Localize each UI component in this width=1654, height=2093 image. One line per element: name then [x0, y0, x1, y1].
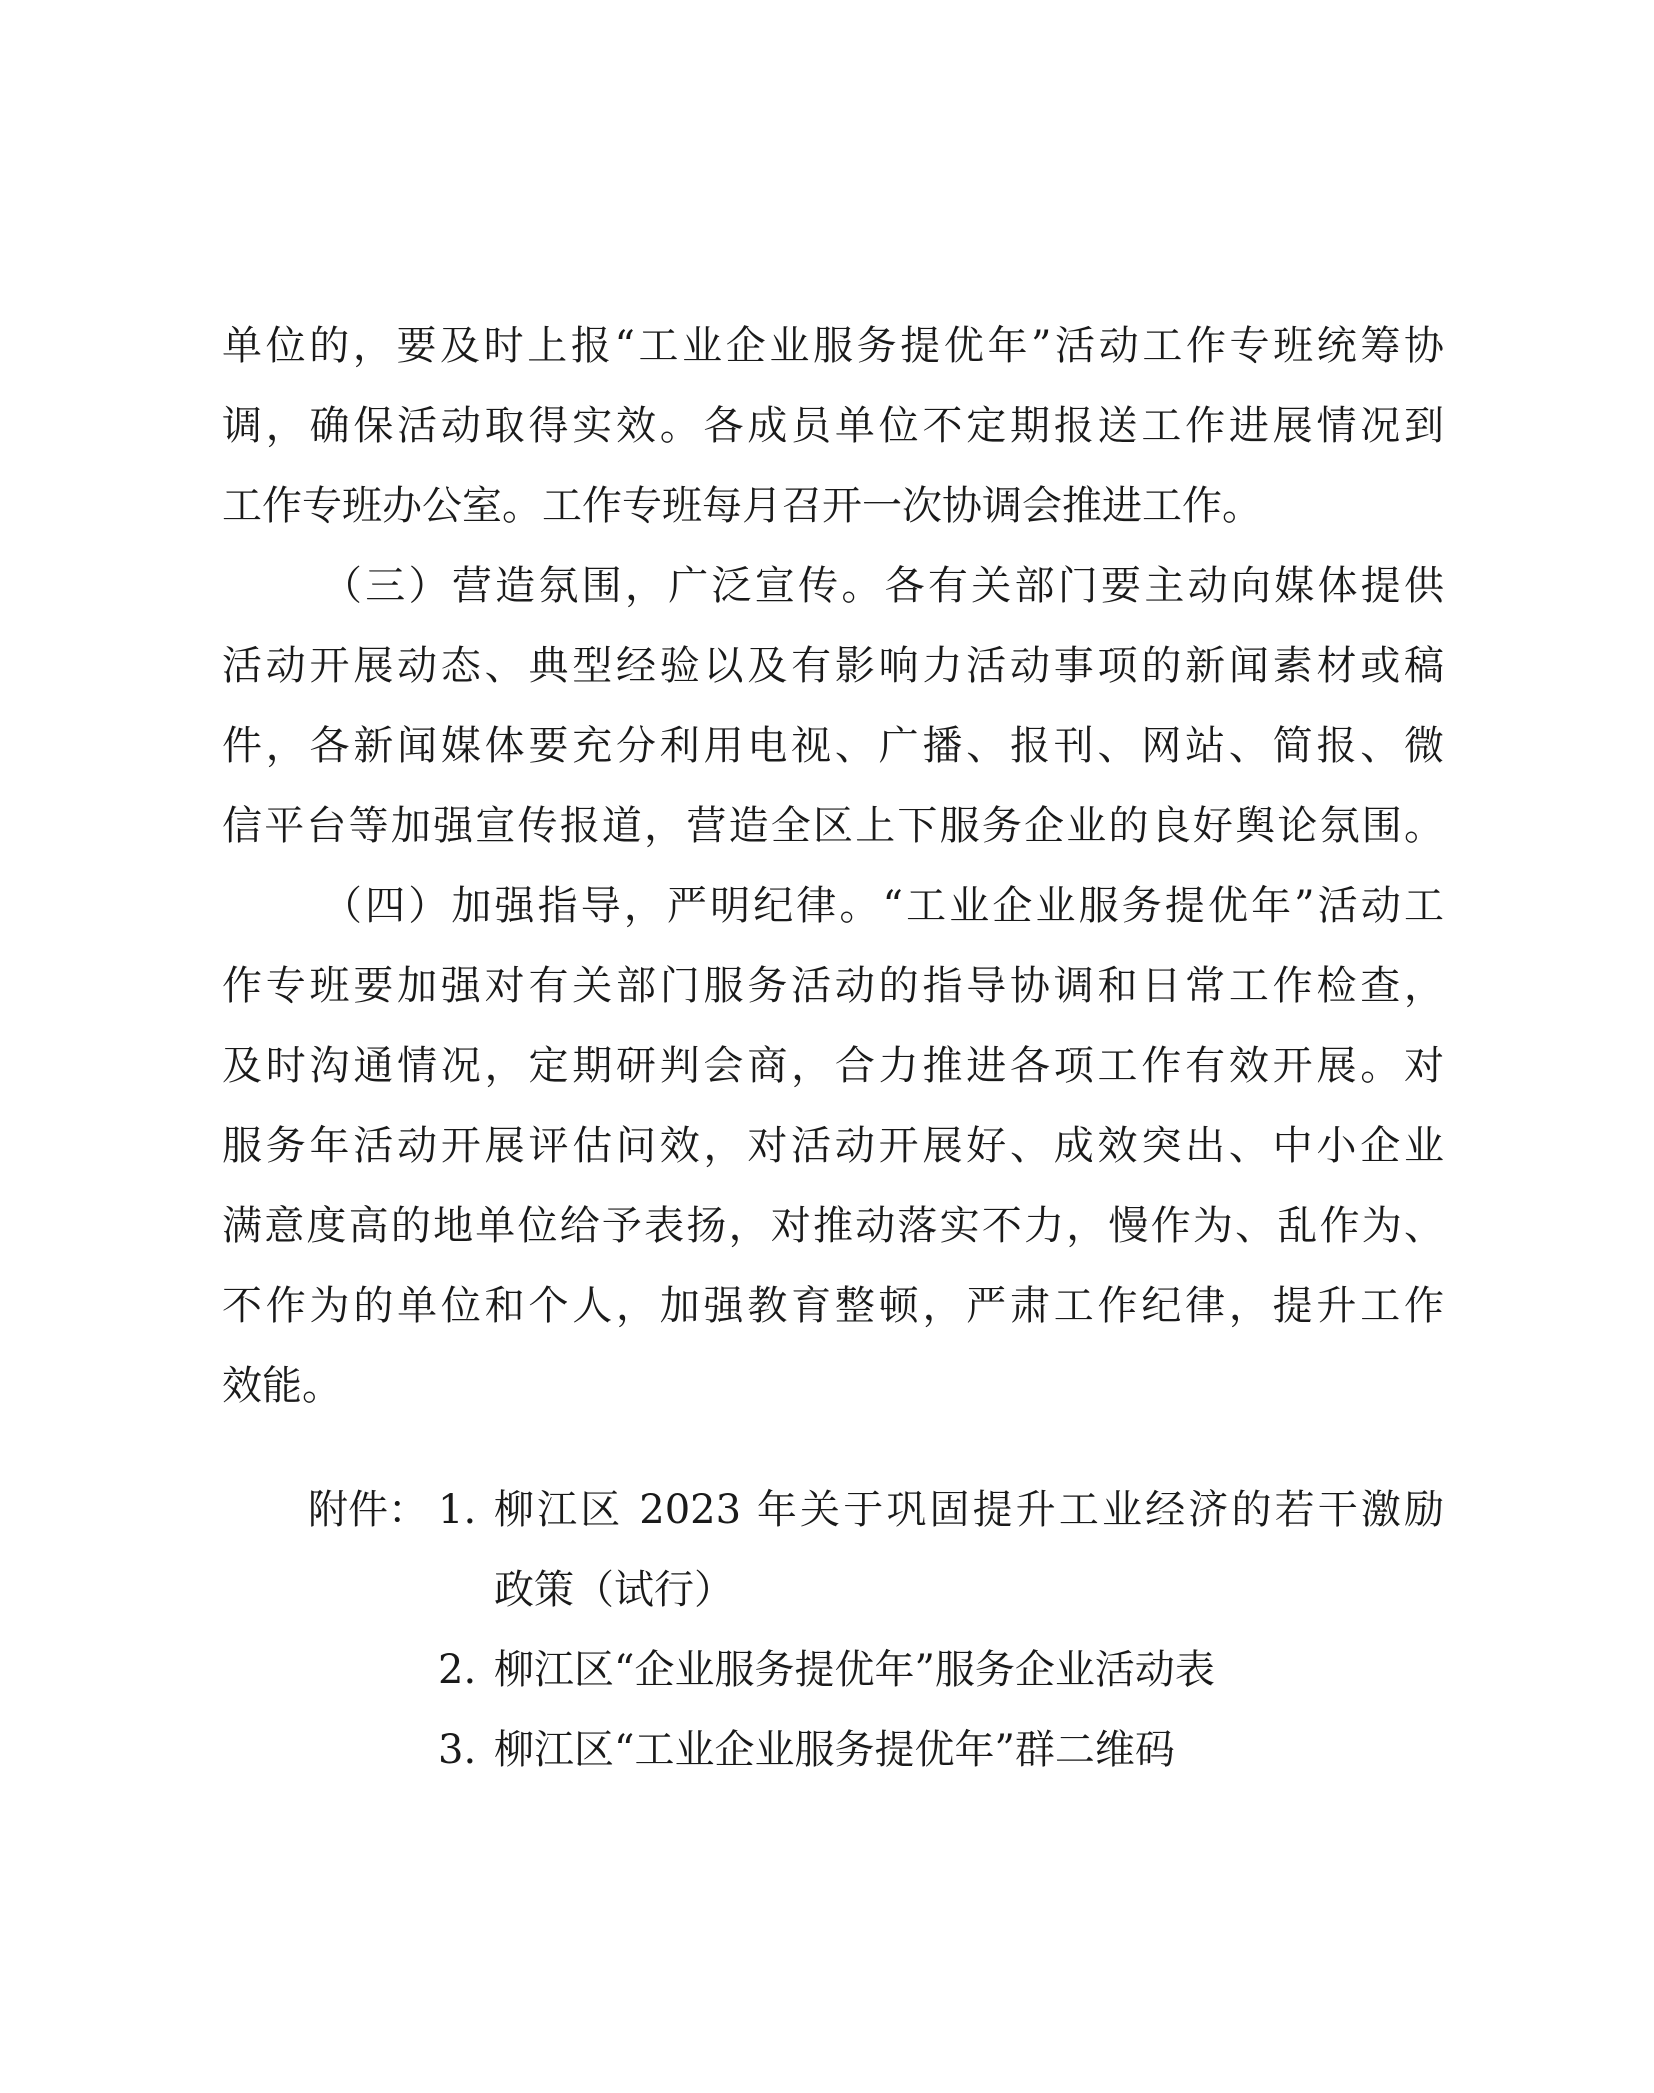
section-heading-line: （三）营造氛围，广泛宣传。各有关部门要主动向媒体提供	[322, 563, 1444, 609]
body-line: 满意度高的地单位给予表扬，对推动落实不力，慢作为、乱作为、	[222, 1203, 1444, 1249]
body-line: 及时沟通情况，定期研判会商，合力推进各项工作有效开展。对	[222, 1043, 1444, 1089]
section-heading-line: （四）加强指导，严明纪律。“工业企业服务提优年”活动工	[322, 883, 1444, 929]
attachments-list	[222, 1470, 1444, 1790]
attachment-item	[222, 1630, 1444, 1710]
attachments-label: 附件：	[308, 1487, 428, 1533]
attachment-item	[222, 1470, 1444, 1550]
attachment-number: 3.	[438, 1727, 477, 1773]
attachment-number: 1.	[438, 1487, 477, 1533]
body-line: 服务年活动开展评估问效，对活动开展好、成效突出、中小企业	[222, 1123, 1444, 1169]
attachment-title-continued: 政策（试行）	[494, 1567, 734, 1613]
body-line: 件，各新闻媒体要充分利用电视、广播、报刊、网站、简报、微	[222, 723, 1444, 769]
document-body	[222, 306, 1444, 1426]
attachment-title: 柳江区 2023 年关于巩固提升工业经济的若干激励	[494, 1487, 1444, 1533]
attachment-title: 柳江区“工业企业服务提优年”群二维码	[494, 1727, 1175, 1773]
body-line: 调，确保活动取得实效。各成员单位不定期报送工作进展情况到	[222, 403, 1444, 449]
attachment-item	[222, 1710, 1444, 1790]
body-line: 活动开展动态、典型经验以及有影响力活动事项的新闻素材或稿	[222, 643, 1444, 689]
attachment-title: 柳江区“企业服务提优年”服务企业活动表	[494, 1647, 1215, 1693]
body-line: 不作为的单位和个人，加强教育整顿，严肃工作纪律，提升工作	[222, 1283, 1444, 1329]
body-line: 效能。	[222, 1363, 342, 1409]
attachment-number: 2.	[438, 1647, 477, 1693]
body-line: 作专班要加强对有关部门服务活动的指导协调和日常工作检查，	[222, 963, 1444, 1009]
body-line: 工作专班办公室。工作专班每月召开一次协调会推进工作。	[222, 483, 1262, 529]
body-line: 单位的，要及时上报“工业企业服务提优年”活动工作专班统筹协	[222, 323, 1444, 369]
body-line: 信平台等加强宣传报道，营造全区上下服务企业的良好舆论氛围。	[222, 803, 1444, 849]
